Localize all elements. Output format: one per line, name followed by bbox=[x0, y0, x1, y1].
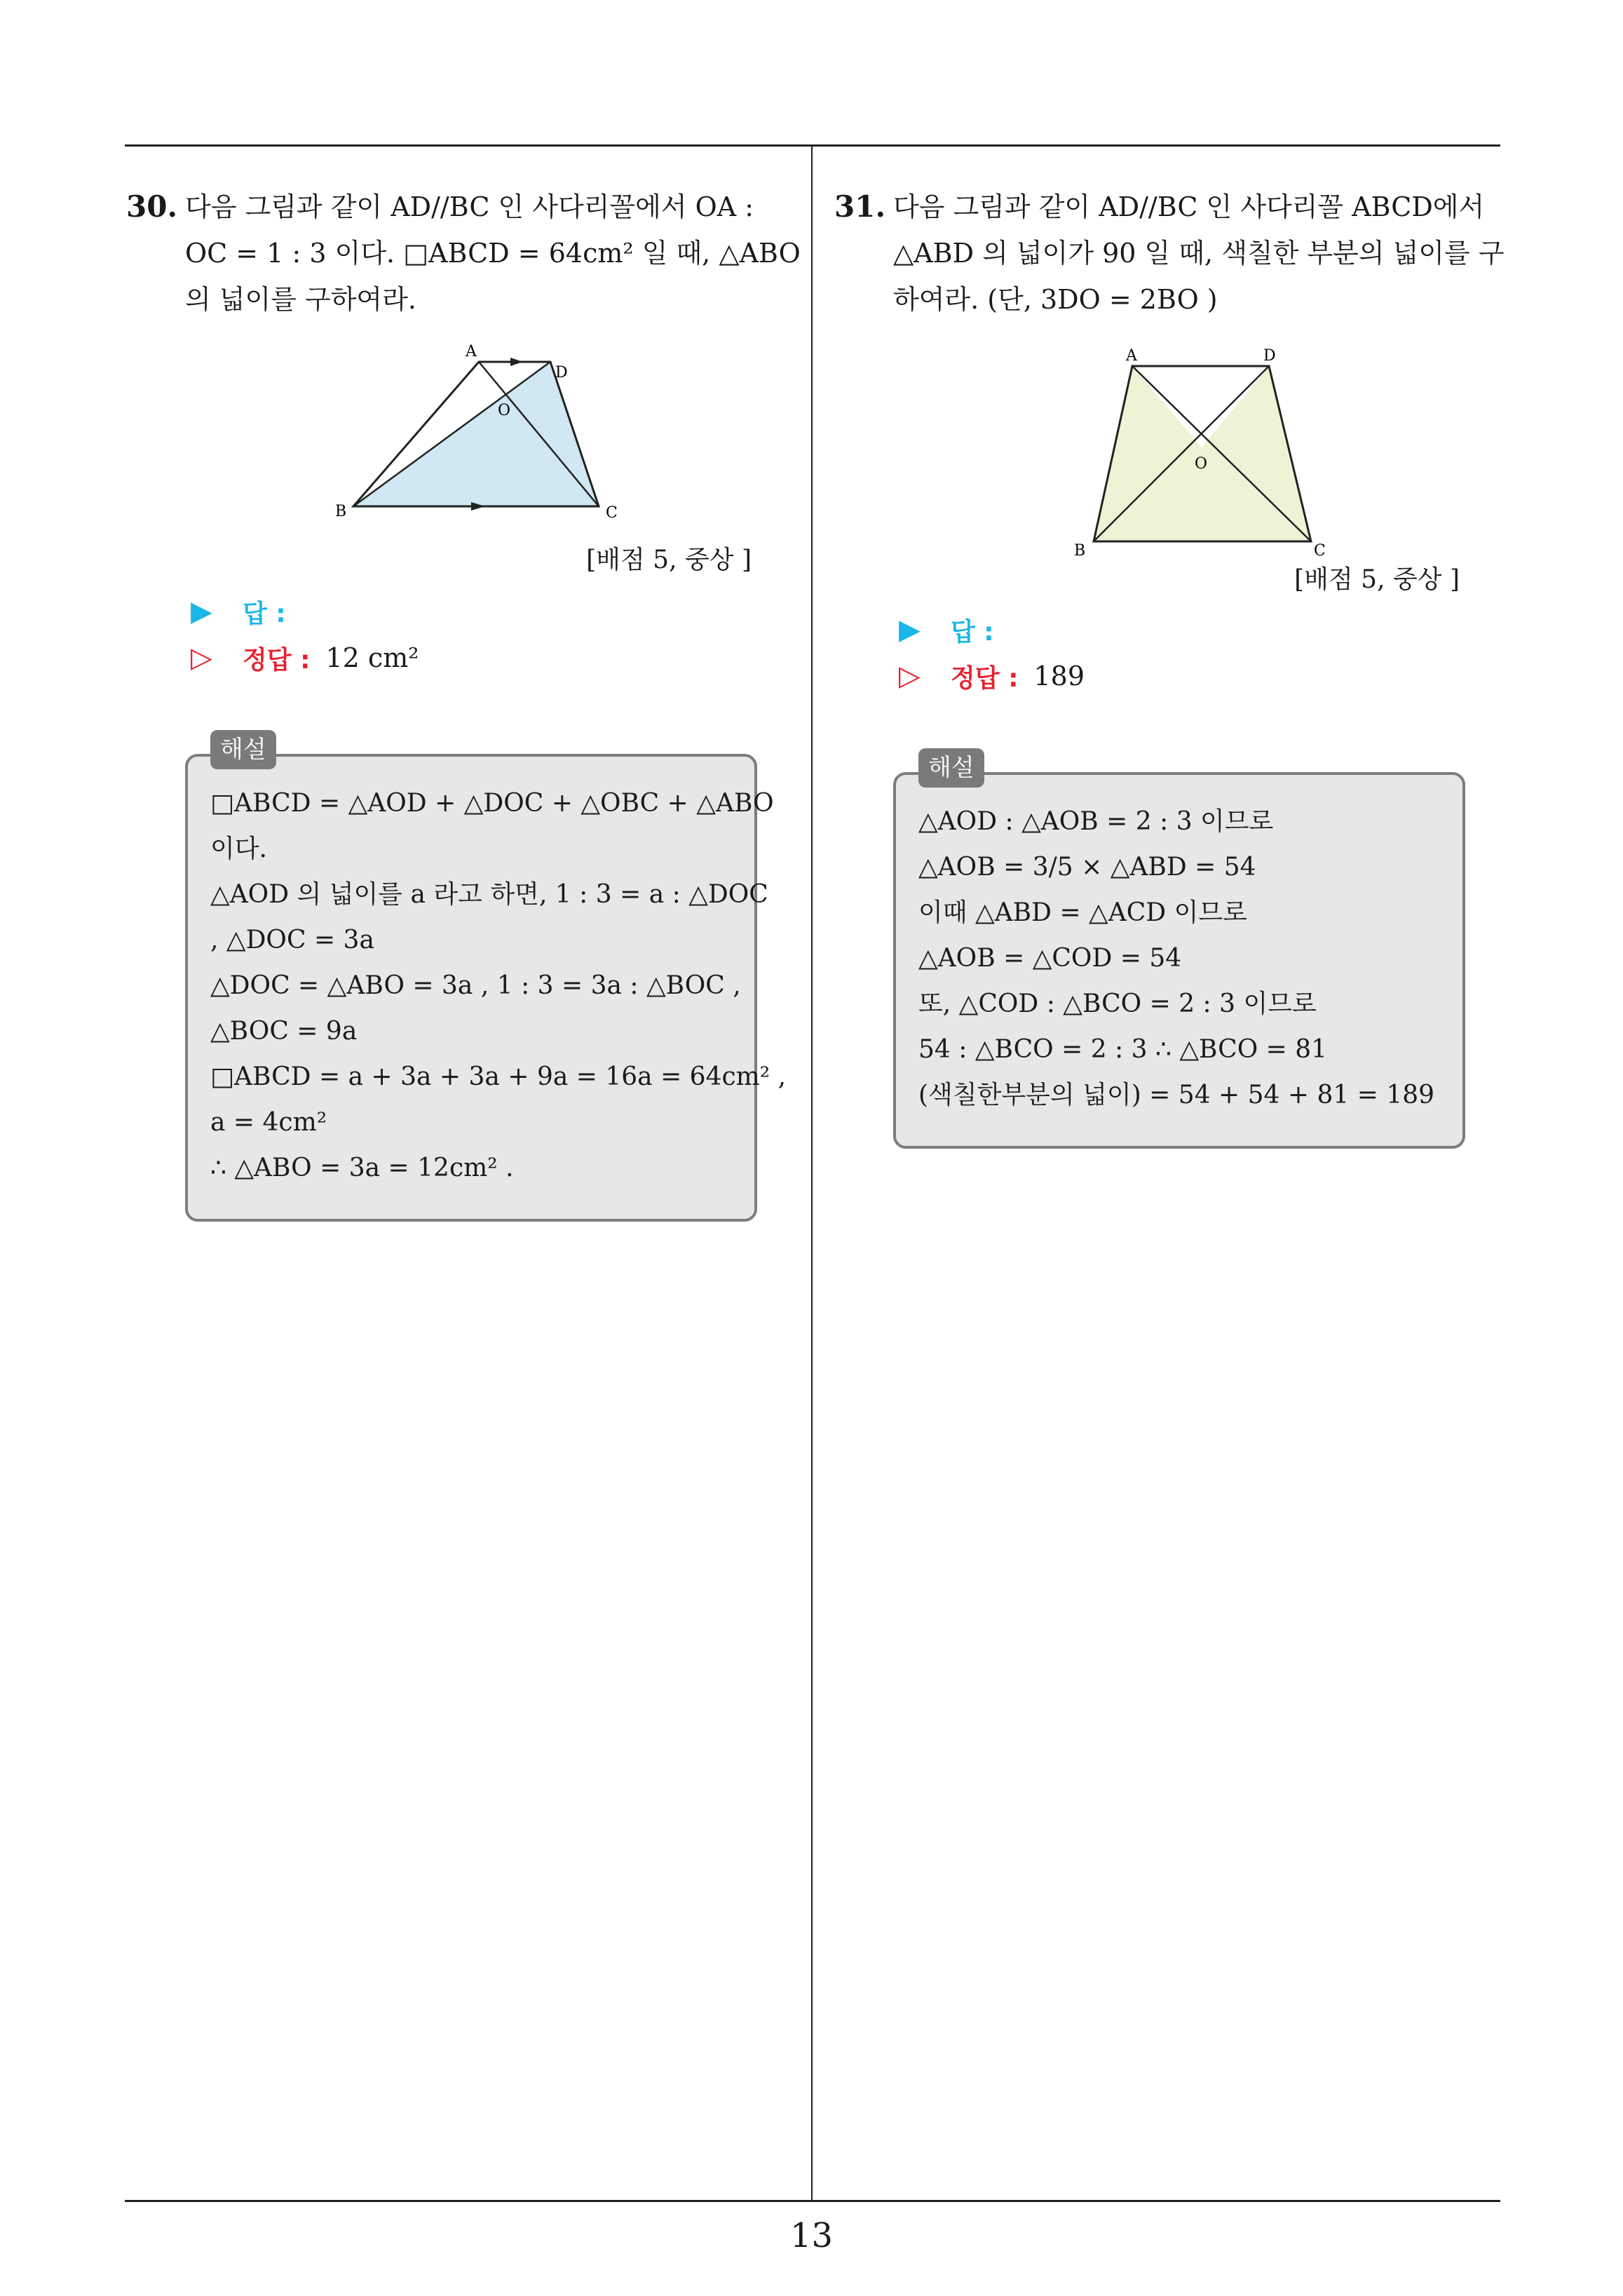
label-d: D bbox=[1263, 347, 1276, 365]
explanation-line: □ABCD = △AOD + △DOC + △OBC + △ABO bbox=[210, 789, 774, 818]
play-outline-icon: ▷ bbox=[899, 660, 921, 692]
explanation-line: , △DOC = 3a bbox=[210, 926, 374, 954]
explanation-line: (색칠한부분의 넓이) = 54 + 54 + 81 = 189 bbox=[918, 1081, 1435, 1109]
question-text: 다음 그림과 같이 AD//BC 인 사다리꼴에서 OA : bbox=[185, 191, 754, 222]
explanation-line: ∴ △ABO = 3a = 12cm² . bbox=[210, 1154, 514, 1182]
trapezoid-diagram bbox=[126, 332, 757, 536]
explanation-panel bbox=[185, 736, 787, 1222]
top-rule bbox=[125, 144, 1500, 147]
explanation-line: △AOD : △AOB = 2 : 3 이므로 bbox=[918, 807, 1274, 836]
answer-label: 답 : bbox=[243, 599, 286, 628]
answer-row bbox=[834, 607, 1465, 653]
play-outline-icon: ▷ bbox=[191, 642, 212, 674]
question-text: 다음 그림과 같이 AD//BC 인 사다리꼴 ABCD에서 bbox=[893, 191, 1485, 222]
problem-number: 30. bbox=[126, 189, 178, 224]
explanation-line: a = 4cm² bbox=[210, 1108, 327, 1137]
explanation-line: 54 : △BCO = 2 : 3 ∴ △BCO = 81 bbox=[918, 1035, 1328, 1064]
label-a: A bbox=[466, 343, 477, 360]
label-o: O bbox=[1195, 455, 1208, 473]
explanation-box bbox=[893, 772, 1465, 1149]
question-line: 의 넓이를 구하여라. bbox=[185, 284, 416, 315]
label-d: D bbox=[555, 364, 568, 381]
score-difficulty: [배점 5, 중상 ] bbox=[586, 546, 752, 574]
correct-answer-row bbox=[834, 653, 1465, 699]
problem-number: 31. bbox=[834, 189, 886, 224]
explanation-panel bbox=[893, 754, 1465, 1149]
trapezoid-diagram bbox=[834, 332, 1465, 560]
label-b: B bbox=[1074, 542, 1086, 560]
correct-answer-label: 정답 : bbox=[951, 663, 1019, 693]
correct-answer-row bbox=[126, 635, 757, 681]
label-o: O bbox=[498, 402, 511, 419]
column-divider bbox=[811, 144, 813, 2202]
page-number: 13 bbox=[789, 2216, 834, 2255]
explanation-line: △DOC = △ABO = 3a , 1 : 3 = 3a : △BOC , bbox=[210, 971, 741, 1000]
explanation-line: □ABCD = a + 3a + 3a + 9a = 16a = 64cm² , bbox=[210, 1062, 787, 1091]
label-c: C bbox=[606, 504, 618, 522]
explanation-box bbox=[185, 754, 787, 1222]
problem-30 bbox=[126, 184, 801, 1222]
explanation-line: △AOB = 3/5 × △ABD = 54 bbox=[918, 853, 1256, 882]
question-line: OC = 1 : 3 이다. □ABCD = 64cm² 일 때, △ABO bbox=[185, 238, 801, 269]
play-icon: ▶ bbox=[191, 595, 212, 628]
label-c: C bbox=[1314, 542, 1326, 560]
correct-answer-value: 12 cm² bbox=[325, 642, 419, 673]
explanation-tag: 해설 bbox=[210, 730, 276, 769]
explanation-line: 또, △COD : △BCO = 2 : 3 이므로 bbox=[918, 990, 1317, 1018]
label-a: A bbox=[1126, 347, 1137, 365]
explanation-line: △AOD 의 넓이를 a 라고 하면, 1 : 3 = a : △DOC bbox=[210, 880, 768, 909]
answer-label: 답 : bbox=[951, 617, 994, 647]
question-line bbox=[834, 184, 1485, 230]
correct-answer-label: 정답 : bbox=[243, 645, 311, 675]
trapezoid-figure bbox=[126, 332, 757, 536]
label-b: B bbox=[335, 503, 347, 520]
explanation-line: 이다. bbox=[210, 835, 267, 863]
answer-row bbox=[126, 588, 757, 635]
trapezoid-figure bbox=[834, 332, 1465, 560]
question-line bbox=[126, 184, 757, 230]
correct-answer-value: 189 bbox=[1033, 661, 1085, 691]
shaded-region bbox=[353, 362, 599, 506]
problem-31 bbox=[834, 184, 1505, 1149]
play-icon: ▶ bbox=[899, 614, 921, 646]
score-difficulty: [배점 5, 중상 ] bbox=[1294, 565, 1460, 594]
explanation-tag: 해설 bbox=[918, 748, 984, 788]
bottom-rule bbox=[125, 2200, 1500, 2202]
explanation-line: △AOB = △COD = 54 bbox=[918, 944, 1182, 973]
explanation-line: 이때 △ABD = △ACD 이므로 bbox=[918, 898, 1247, 927]
question-line: 하여라. (단, 3DO = 2BO ) bbox=[893, 284, 1218, 315]
parallel-arrow-ad bbox=[510, 358, 523, 366]
explanation-line: △BOC = 9a bbox=[210, 1017, 358, 1046]
question-line: △ABD 의 넓이가 90 일 때, 색칠한 부분의 넓이를 구 bbox=[893, 238, 1505, 269]
